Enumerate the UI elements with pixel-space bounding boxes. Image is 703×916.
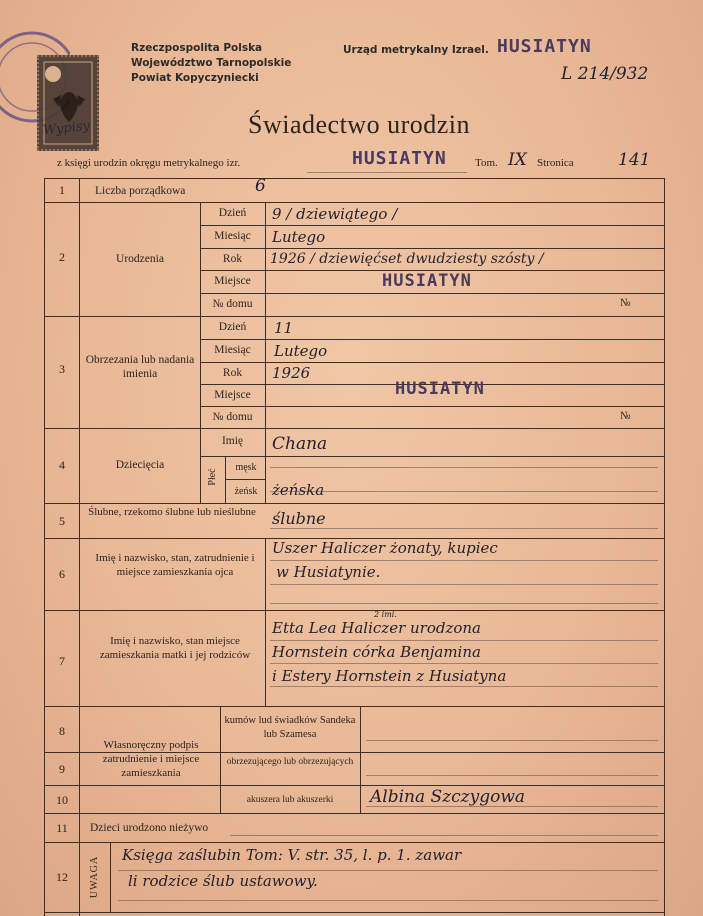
row2-house-value: № — [620, 297, 631, 309]
row-number-7: 7 — [59, 654, 65, 668]
header-voivodeship: Województwo Tarnopolskie — [131, 57, 292, 69]
row3-month-label: Miesiąc — [214, 344, 251, 356]
row12-label: UWAGA — [89, 855, 100, 899]
row2-day-value: 9 / dziewiątego / — [272, 205, 398, 223]
row11-label: Dzieci urodzono nieżywo — [90, 822, 209, 834]
tom-value: IX — [508, 150, 527, 170]
row2-month-value: Lutego — [272, 228, 326, 246]
row4-female-label: żeńsk — [234, 486, 258, 497]
row7-line3: i Estery Hornstein z Husiatyna — [272, 667, 507, 685]
row-number-5: 5 — [59, 514, 65, 528]
row2-label: Urodzenia — [116, 253, 164, 265]
row-number-1: 1 — [59, 183, 65, 197]
row10-value: Albina Szczygowa — [370, 787, 526, 807]
row-number-3: 3 — [59, 362, 65, 376]
row7-line1: Etta Lea Haliczer urodzona — [272, 619, 482, 637]
row6-label: Imię i nazwisko, stan, zatrudnienie i miejsce zamieszkania ojca — [95, 552, 255, 578]
row3-month-value: Lutego — [274, 342, 328, 360]
row9-label: obrzezującego lub obrzezujących — [226, 757, 354, 767]
row4-sex-label: Płeć — [207, 468, 218, 486]
row5-value: ślubne — [272, 509, 326, 528]
tom-label: Tom. — [475, 157, 498, 169]
row4-name-value: Chana — [272, 434, 328, 454]
office-label: Urząd metrykalny Izrael. — [343, 44, 489, 56]
row2-place-label: Miejsce — [214, 275, 251, 287]
row3-house-label: № domu — [212, 411, 253, 423]
row2-year-value: 1926 / dziewięćset dwudziesty szósty / — [270, 251, 544, 267]
row2-house-label: № domu — [212, 298, 253, 310]
row3-house-value: № — [620, 410, 631, 422]
row10-label: akuszera lub akuszerki — [246, 795, 334, 805]
header-block — [131, 41, 291, 86]
rows8-10-group-label: Własnoręczny podpis zatrudnienie i miejsce zamieszkania — [102, 739, 200, 779]
row12-line1: Księga zaślubin Tom: V. str. 35, l. p. 1. zawar — [122, 846, 462, 864]
office-value: HUSIATYN — [497, 36, 592, 57]
row2-year-label: Rok — [222, 253, 243, 265]
row3-day-label: Dzień — [218, 321, 247, 333]
row-number-10: 10 — [56, 793, 68, 807]
row-number-8: 8 — [59, 724, 65, 738]
row6-line1: Uszer Haliczer żonaty, kupiec — [272, 539, 498, 557]
row2-place-value: HUSIATYN — [382, 271, 472, 291]
header-country: Rzeczpospolita Polska — [131, 42, 263, 54]
row12-line2: li rodzice ślub ustawowy. — [128, 872, 318, 890]
row7-line2: Hornstein córka Benjamina — [272, 643, 481, 661]
stamp-signature: Wypisy — [42, 118, 91, 139]
page-label: Stronica — [537, 157, 574, 169]
page-title: Świadectwo urodzin — [248, 110, 471, 139]
row3-place-value: HUSIATYN — [395, 379, 485, 399]
row-number-12: 12 — [56, 870, 68, 884]
row1-value: 6 — [255, 176, 266, 196]
row3-day-value: 11 — [274, 319, 294, 337]
row4-male-label: męsk — [235, 462, 257, 473]
subtitle-prefix: z księgi urodzin okręgu metrykalnego izr. — [57, 157, 241, 169]
row5-label: Ślubne, rzekomo ślubne lub nieślubne — [88, 506, 256, 518]
row2-day-label: Dzień — [218, 207, 247, 219]
row3-year-label: Rok — [222, 367, 243, 379]
row3-label: Obrzezania lub nadania imienia — [85, 354, 195, 380]
row-number-9: 9 — [59, 762, 65, 776]
subtitle-district: HUSIATYN — [352, 148, 447, 169]
row7-note: 2 imi. — [374, 610, 397, 619]
row3-place-label: Miejsce — [214, 389, 251, 401]
row2-month-label: Miesiąc — [214, 230, 251, 242]
page-value: 141 — [618, 150, 651, 170]
row-number-4: 4 — [59, 458, 65, 472]
row4-sex-value: żeńska — [272, 481, 325, 499]
row4-label: Dziecięcia — [115, 459, 165, 471]
row6-line2: w Husiatynie. — [276, 563, 381, 581]
row7-label: Imię i nazwisko, stan miejsce zamieszkania matki i jej rodziców — [99, 635, 251, 661]
reference-number: L 214/932 — [561, 64, 649, 84]
header-county: Powiat Kopyczyniecki — [131, 72, 259, 84]
row-number-11: 11 — [56, 821, 68, 835]
row-number-6: 6 — [59, 567, 65, 581]
row1-label: Liczba porządkowa — [95, 185, 186, 197]
row3-year-value: 1926 — [272, 364, 311, 382]
row4-name-label: Imię — [221, 435, 244, 447]
row-number-2: 2 — [59, 250, 65, 264]
row8-label: kumów lud świadków Sandeka lub Szamesa — [224, 715, 356, 740]
revenue-stamp — [37, 55, 99, 151]
